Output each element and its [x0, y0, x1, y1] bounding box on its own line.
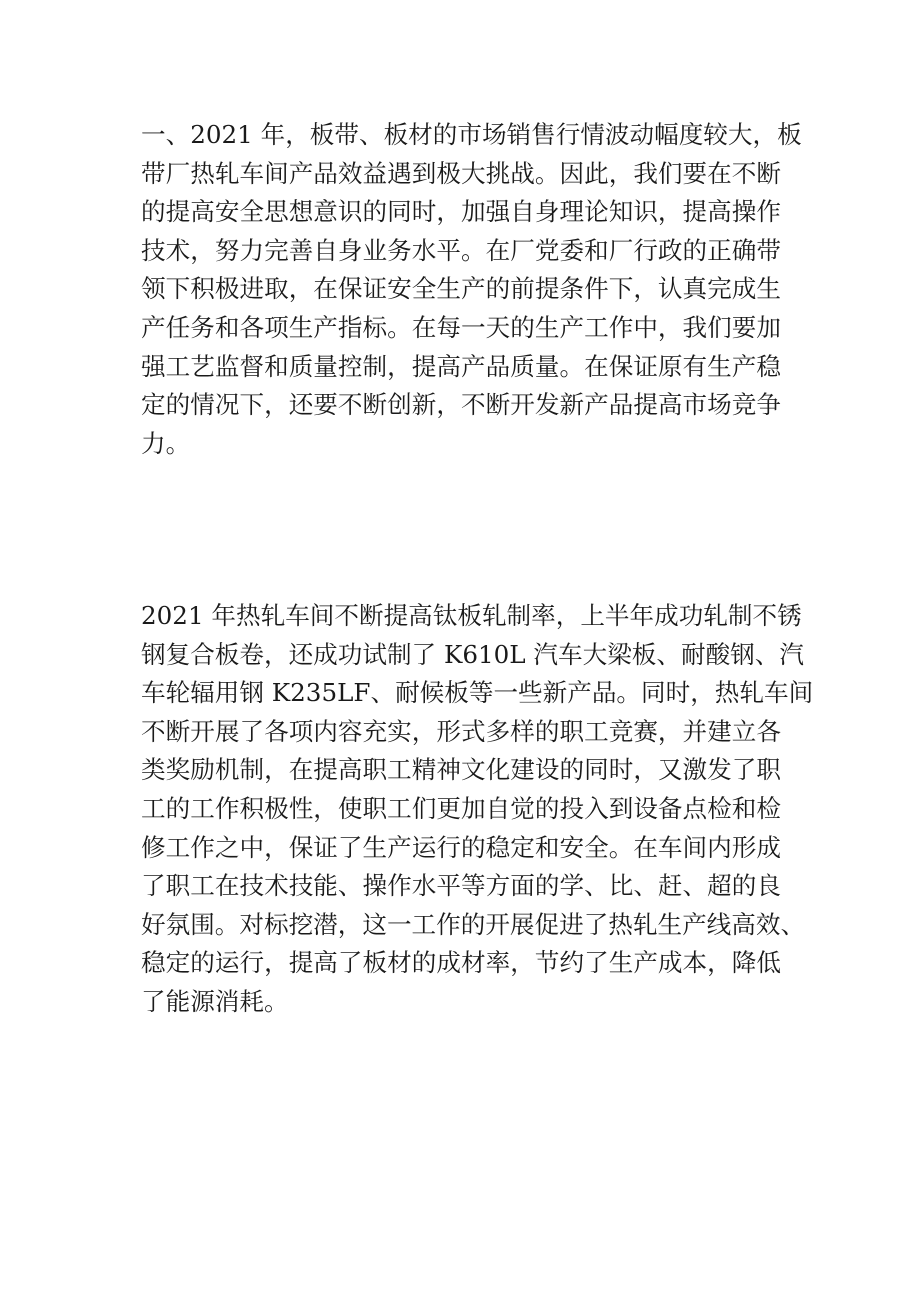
text-line: 好氛围。对标挖潜，这一工作的开展促进了热轧生产线高效、 [141, 909, 806, 939]
text-line: 车轮辐用钢 K235LF、耐候板等一些新产品。同时，热轧车间 [141, 678, 814, 708]
text-line: 技术，努力完善自身业务水平。在厂党委和厂行政的正确带 [141, 235, 781, 265]
text-line: 钢复合板卷，还成功试制了 K610L 汽车大梁板、耐酸钢、汽 [141, 639, 804, 669]
text-line: 定的情况下，还要不断创新，不断开发新产品提高市场竞争 [141, 390, 781, 420]
text-line: 一、2021 年，板带、板材的市场销售行情波动幅度较大，板 [141, 120, 802, 149]
text-line: 领下积极进取，在保证安全生产的前提条件下，认真完成生 [141, 274, 781, 304]
text-line: 带厂热轧车间产品效益遇到极大挑战。因此，我们要在不断 [141, 158, 781, 188]
text-line: 2021 年热轧车间不断提高钛板轧制率，上半年成功轧制不锈 [141, 601, 802, 630]
text-line: 了能源消耗。 [141, 986, 289, 1016]
text-line: 产任务和各项生产指标。在每一天的生产工作中，我们要加 [141, 312, 781, 342]
text-line: 的提高安全思想意识的同时，加强自身理论知识，提高操作 [141, 197, 781, 227]
text-line: 强工艺监督和质量控制，提高产品质量。在保证原有生产稳 [141, 351, 781, 381]
text-line: 修工作之中，保证了生产运行的稳定和安全。在车间内形成 [141, 832, 781, 862]
text-line: 稳定的运行，提高了板材的成材率，节约了生产成本，降低 [141, 948, 781, 978]
text-line: 类奖励机制，在提高职工精神文化建设的同时，又激发了职 [141, 755, 781, 785]
text-line: 了职工在技术技能、操作水平等方面的学、比、赶、超的良 [141, 871, 781, 901]
paragraph-1 [141, 116, 802, 463]
text-line: 力。 [141, 428, 191, 458]
paragraph-2 [141, 597, 814, 1022]
text-line: 不断开展了各项内容充实，形式多样的职工竞赛，并建立各 [141, 716, 781, 746]
text-line: 工的工作积极性，使职工们更加自觉的投入到设备点检和检 [141, 793, 781, 823]
